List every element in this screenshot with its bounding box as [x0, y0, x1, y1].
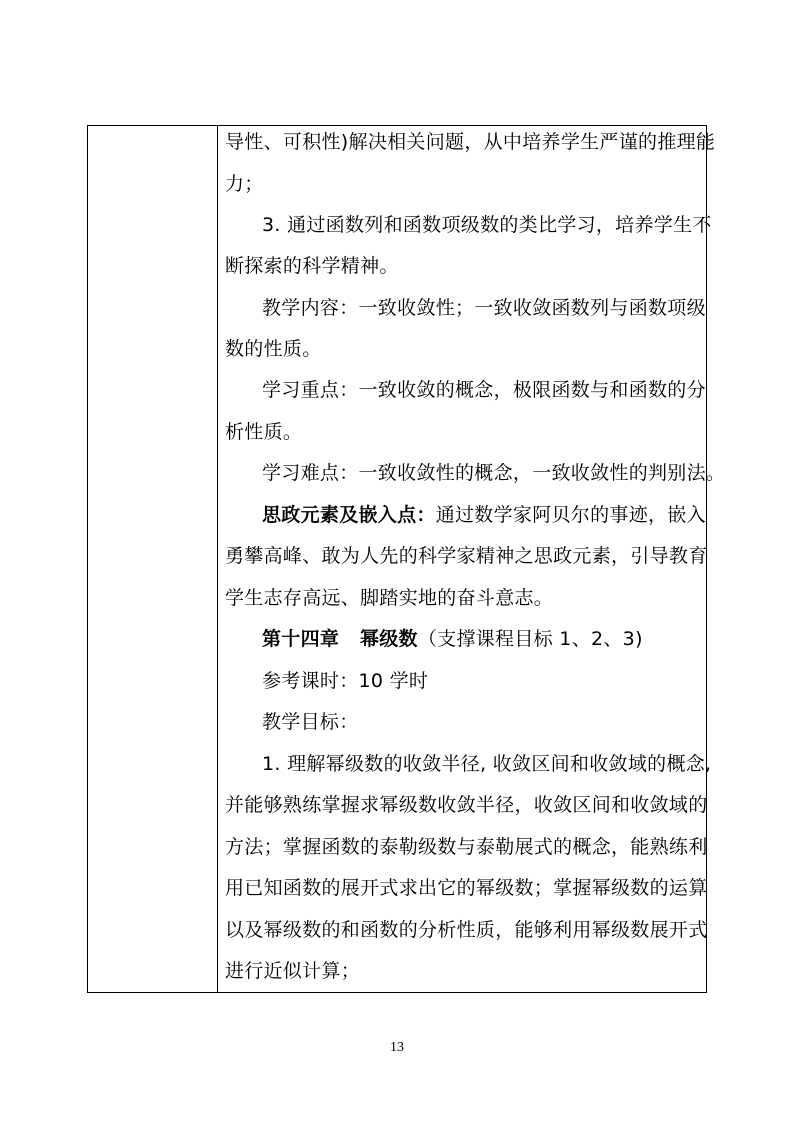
text-line: 方法；掌握函数的泰勒级数与泰勒展式的概念，能熟练利	[225, 836, 708, 858]
sizheng-text: 通过数学家阿贝尔的事迹，嵌入	[435, 504, 706, 526]
table-left-cell	[88, 126, 218, 992]
sizheng-paragraph	[262, 503, 706, 527]
chapter-title: 第十四章 幂级数	[262, 628, 418, 650]
text-line: 以及幂级数的和函数的分析性质，能够利用幂级数展开式	[225, 919, 708, 941]
text-line: 学生志存高远、脚踏实地的奋斗意志。	[225, 587, 554, 609]
text-line: 断探索的科学精神。	[225, 255, 399, 277]
text-line: 析性质。	[225, 421, 303, 443]
text-line: 勇攀高峰、敢为人先的科学家精神之思政元素，引导教育	[225, 545, 708, 567]
objectives-label: 教学目标：	[262, 711, 359, 733]
teaching-content: 教学内容：一致收敛性；一致收敛函数列与函数项级	[262, 297, 706, 319]
text-line: 导性、可积性)解决相关问题，从中培养学生严谨的推理能	[225, 131, 716, 153]
reference-hours: 参考课时：10 学时	[262, 670, 429, 692]
text-line: 用已知函数的展开式求出它的幂级数；掌握幂级数的运算	[225, 877, 708, 899]
difficult-points: 学习难点：一致收敛性的概念，一致收敛性的判别法。	[262, 462, 726, 484]
chapter-note: （支撑课程目标 1、2、3)	[417, 628, 643, 650]
text-line: 数的性质。	[225, 338, 322, 360]
objective-item-1: 1. 理解幂级数的收敛半径, 收敛区间和收敛域的概念,	[262, 753, 712, 775]
sizheng-label: 思政元素及嵌入点：	[262, 504, 436, 526]
text-line: 力；	[225, 173, 264, 195]
chapter-heading	[262, 627, 643, 651]
objective-item-3: 3. 通过函数列和函数项级数的类比学习，培养学生不	[262, 214, 712, 236]
key-points: 学习重点：一致收敛的概念，极限函数与和函数的分	[262, 379, 706, 401]
text-line: 进行近似计算；	[225, 960, 361, 982]
text-line: 并能够熟练掌握求幂级数收敛半径，收敛区间和收敛域的	[225, 794, 708, 816]
page-number: 13	[390, 1040, 404, 1055]
